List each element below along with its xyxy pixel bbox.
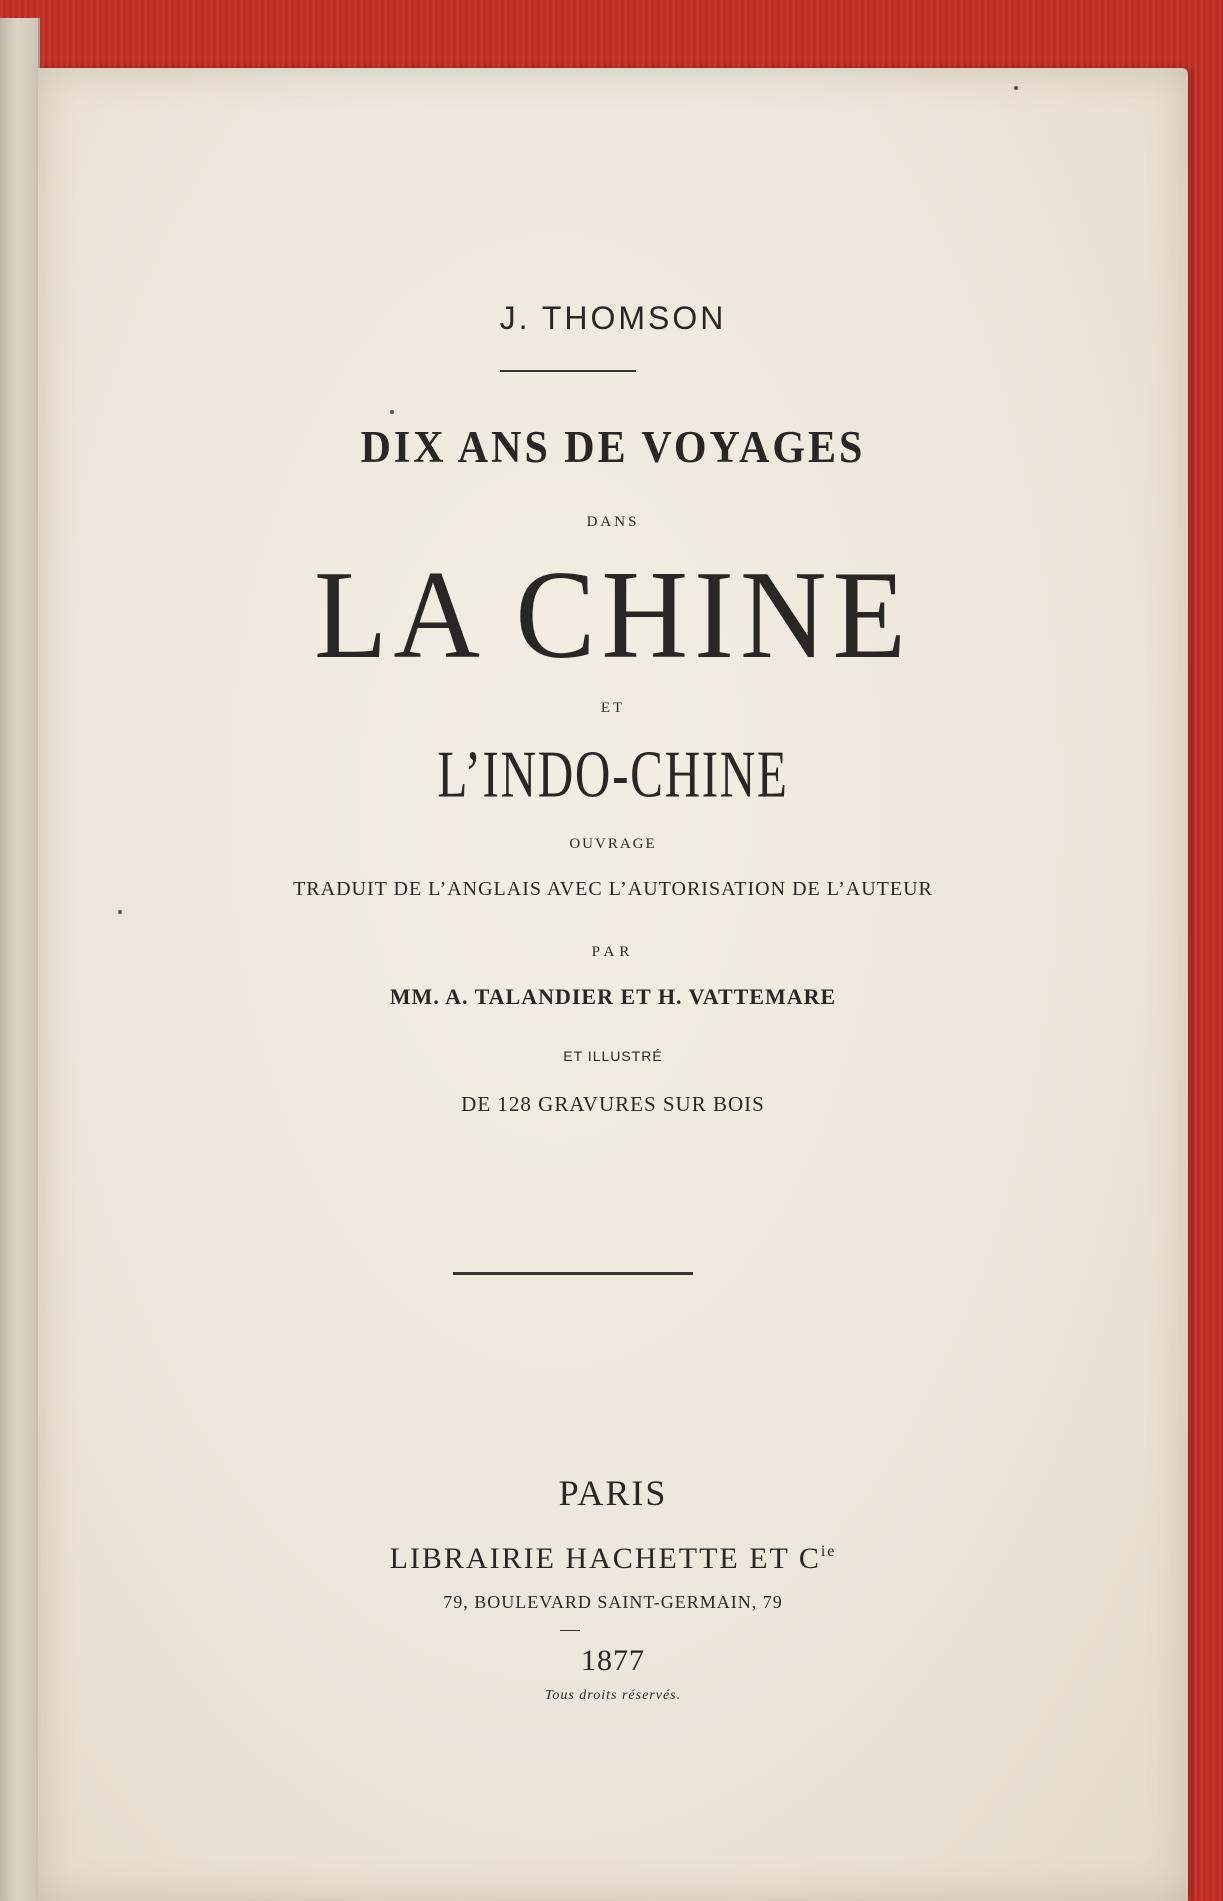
title-line-1: DIX ANS DE VOYAGES — [360, 423, 866, 473]
par-label: PAR — [591, 944, 635, 960]
paper-speck — [1014, 86, 1018, 90]
translation-note: TRADUIT DE L’ANGLAIS AVEC L’AUTORISATION DE L’AUTEUR — [293, 878, 933, 900]
title-line-2: L’INDO-CHINE — [437, 736, 789, 811]
divider-rule — [500, 370, 636, 372]
small-dash — [560, 1630, 580, 1631]
paper-speck — [390, 410, 394, 414]
publisher-superscript: ie — [820, 1543, 837, 1560]
rights-notice: Tous droits réservés. — [544, 1688, 682, 1703]
connector-dans: DANS — [586, 514, 640, 530]
illustrated-label: ET ILLUSTRÉ — [563, 1048, 663, 1064]
publisher-name — [38, 1542, 1188, 1576]
book-spine-edge — [0, 18, 40, 1901]
imprint-city: PARIS — [558, 1473, 668, 1513]
publisher-text: LIBRAIRIE HACHETTE ET C — [389, 1542, 821, 1575]
publication-year: 1877 — [581, 1644, 645, 1677]
illustrations-count: DE 128 GRAVURES SUR BOIS — [461, 1092, 765, 1116]
ouvrage-label: OUVRAGE — [569, 836, 657, 852]
translators: MM. A. TALANDIER ET H. VATTEMARE — [389, 984, 837, 1009]
title-page — [38, 68, 1188, 1901]
paper-speck — [118, 910, 122, 914]
main-title: LA CHINE — [314, 544, 912, 685]
connector-et: ET — [600, 700, 626, 716]
author-name: J. THOMSON — [499, 300, 727, 336]
publisher-address: 79, BOULEVARD SAINT-GERMAIN, 79 — [443, 1592, 783, 1612]
section-divider — [453, 1272, 693, 1275]
